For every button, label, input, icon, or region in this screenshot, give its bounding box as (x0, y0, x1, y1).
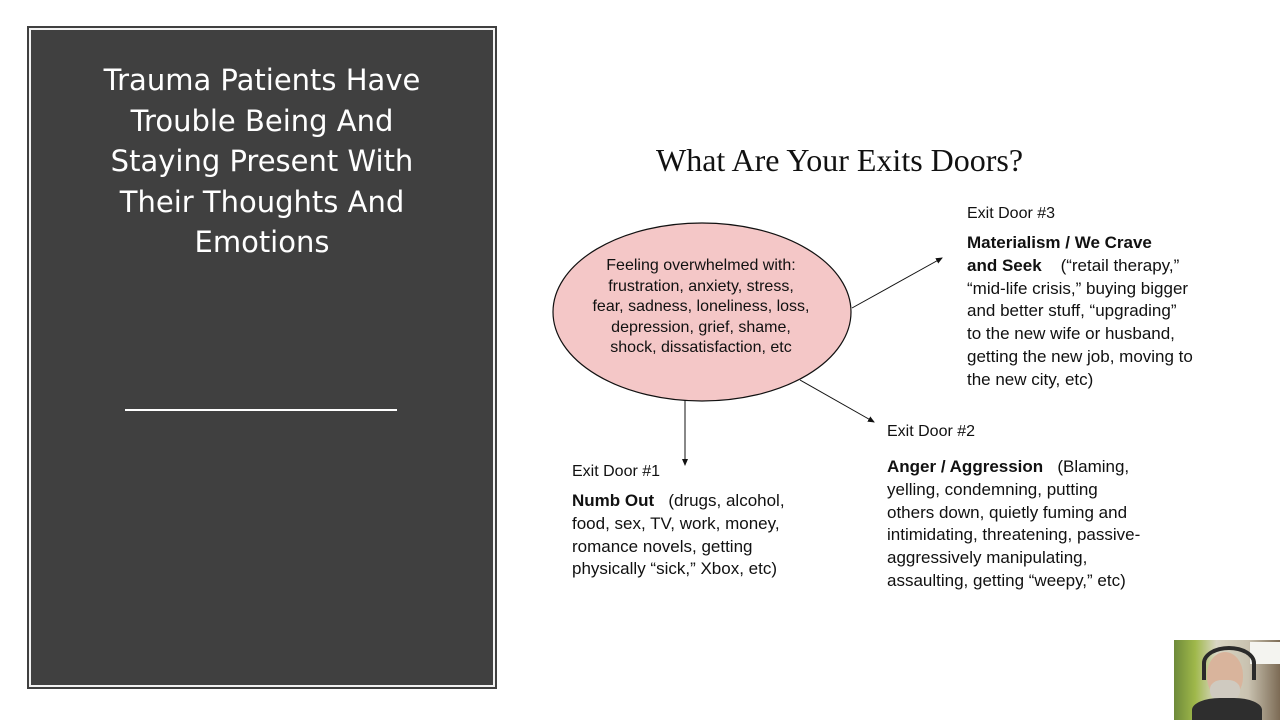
door3-heading-cont: and Seek (967, 255, 1042, 275)
arrow-to-door3 (852, 258, 942, 308)
door3-line: the new city, etc) (967, 369, 1094, 389)
title-line: Trauma Patients Have (103, 63, 421, 97)
arrow-to-door2 (800, 380, 874, 422)
feelings-line: Feeling overwhelmed with: (606, 257, 796, 274)
diagram-title: What Are Your Exits Doors? (656, 142, 1024, 178)
door2-line: intimidating, threatening, passive- (887, 525, 1141, 545)
door3-heading: Materialism / We Crave (967, 233, 1152, 252)
door3-description (967, 232, 1193, 392)
door3-line: and better stuff, “upgrading” (967, 301, 1177, 321)
door2-line: yelling, condemning, putting (887, 479, 1098, 499)
door3-line: getting the new job, moving to (967, 346, 1193, 366)
door1-line: physically “sick,” Xbox, etc) (572, 559, 777, 579)
feelings-line: depression, grief, shame, (611, 318, 791, 336)
presenter-webcam (1174, 640, 1280, 720)
door2-line: others down, quietly fuming and (887, 502, 1128, 522)
door1-heading: Numb Out (572, 491, 655, 510)
door1-description (572, 490, 785, 581)
feelings-line: shock, dissatisfaction, etc (610, 339, 792, 357)
title-line: Staying Present With (110, 144, 414, 178)
feelings-text (570, 256, 832, 359)
door2-line: aggressively manipulating, (887, 548, 1088, 568)
door2-label: Exit Door #2 (887, 423, 976, 440)
title-line: Emotions (194, 225, 330, 259)
door1-label: Exit Door #1 (572, 463, 661, 480)
door3-line: to the new wife or husband, (967, 324, 1175, 344)
door3-label: Exit Door #3 (967, 205, 1056, 222)
door3-line: (“retail therapy,” (1060, 255, 1180, 275)
title-line: Trouble Being And (130, 103, 394, 138)
door2-heading: Anger / Aggression (887, 457, 1044, 476)
door2-description (887, 456, 1140, 593)
door3-line: “mid-life crisis,” buying bigger (967, 278, 1189, 298)
feelings-line: fear, sadness, loneliness, loss, (592, 298, 810, 316)
door2-line: (Blaming, (1057, 457, 1130, 476)
door1-line: (drugs, alcohol, (668, 491, 785, 510)
door1-line: food, sex, TV, work, money, (572, 513, 780, 533)
feelings-line: frustration, anxiety, stress, (608, 277, 794, 295)
title-line: Their Thoughts And (119, 184, 405, 219)
door2-line: assaulting, getting “weepy,” etc) (887, 570, 1126, 590)
door1-line: romance novels, getting (572, 536, 753, 556)
